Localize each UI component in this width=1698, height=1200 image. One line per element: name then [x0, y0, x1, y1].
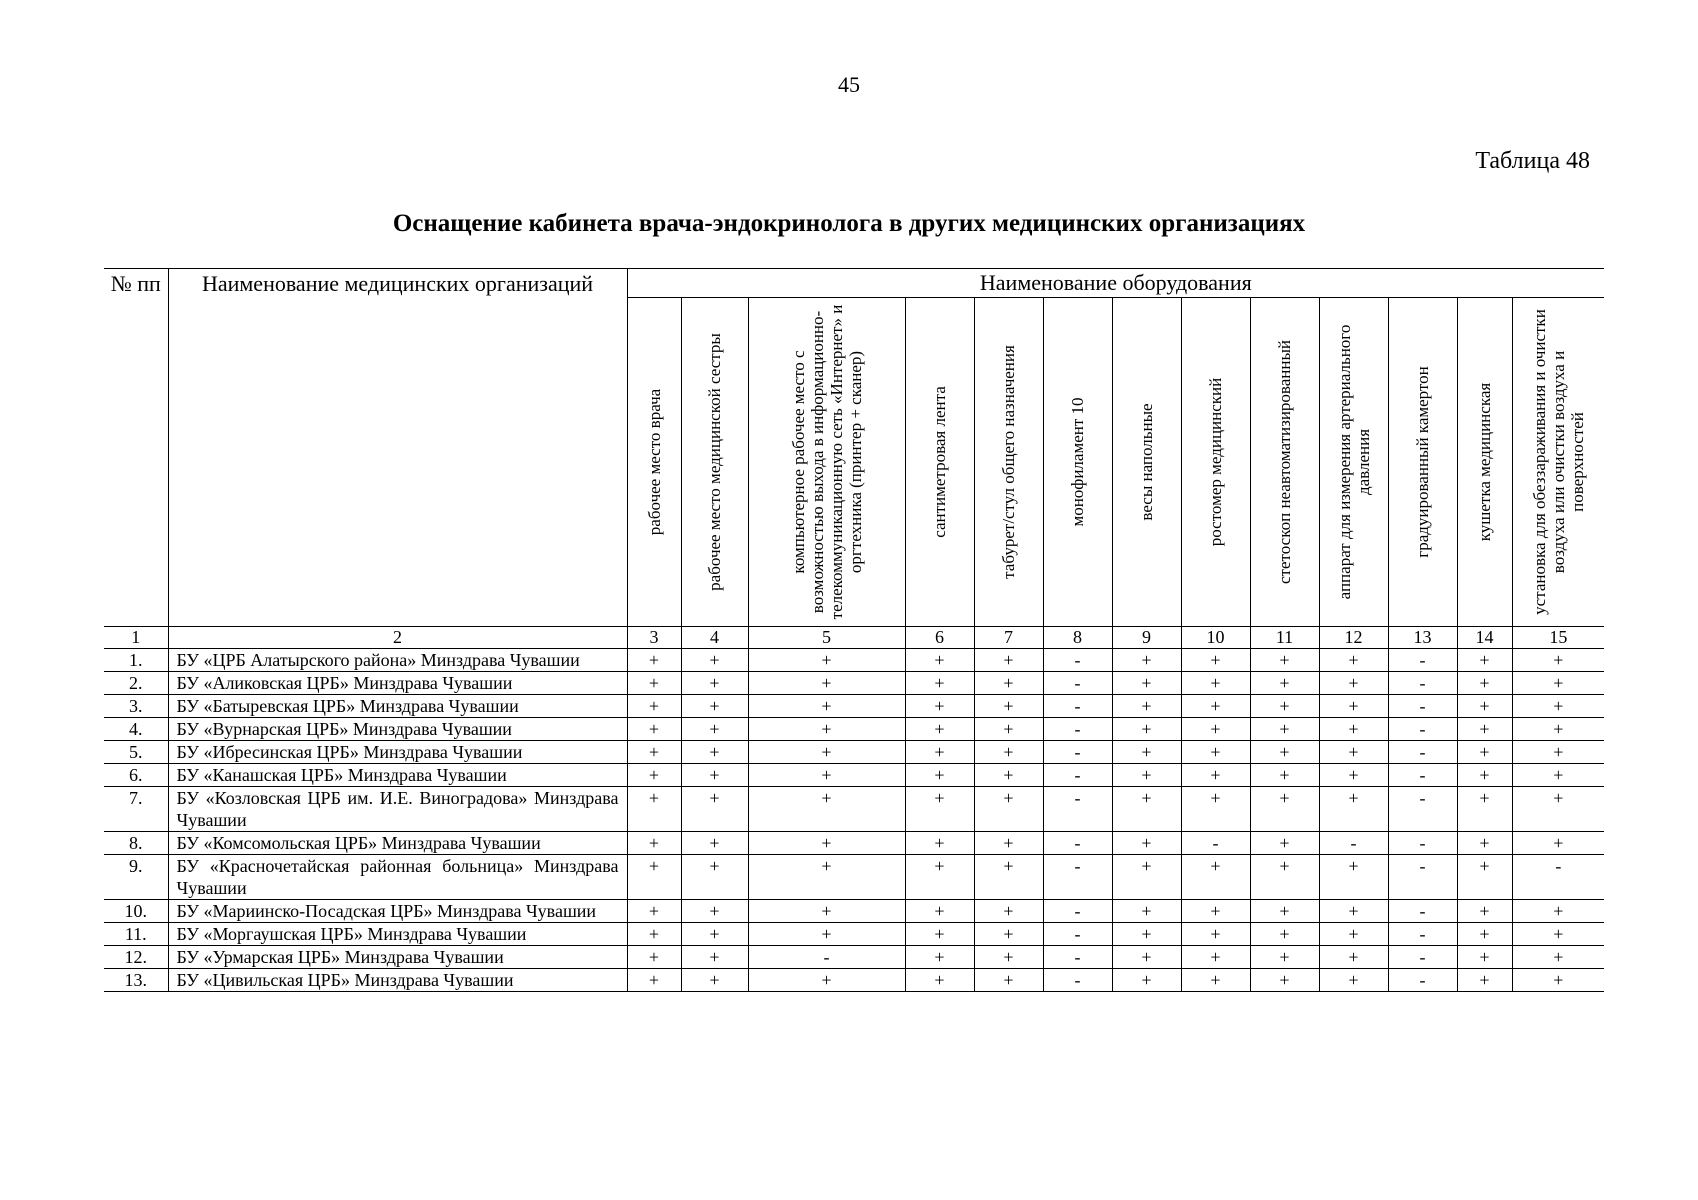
equipment-mark: -	[1388, 649, 1457, 672]
equipment-mark: +	[681, 672, 748, 695]
equipment-mark: +	[748, 855, 905, 900]
equipment-column-label: монофиламент 10	[1068, 397, 1087, 527]
equipment-mark: -	[1043, 832, 1112, 855]
equipment-mark: +	[1112, 946, 1181, 969]
equipment-mark: +	[1457, 855, 1512, 900]
equipment-column-header	[1181, 298, 1250, 627]
table-row	[104, 923, 1604, 946]
equipment-column-header	[905, 298, 974, 627]
equipment-mark: +	[1181, 649, 1250, 672]
table-row	[104, 787, 1604, 832]
equipment-mark: -	[1388, 946, 1457, 969]
equipment-mark: +	[905, 855, 974, 900]
equipment-mark: +	[681, 923, 748, 946]
column-number: 14	[1457, 627, 1512, 649]
equipment-column-label: аппарат для измерения артериального давления	[1334, 324, 1373, 600]
equipment-mark: +	[1457, 946, 1512, 969]
equipment-column-label: табурет/стул общего назначения	[999, 345, 1018, 579]
equipment-mark: +	[748, 649, 905, 672]
equipment-mark: +	[1250, 649, 1319, 672]
equipment-mark: -	[1319, 832, 1388, 855]
row-number: 7.	[104, 787, 168, 832]
equipment-mark: -	[1512, 855, 1604, 900]
equipment-column-header	[627, 298, 681, 627]
equipment-mark: +	[974, 923, 1043, 946]
equipment-mark: +	[1112, 649, 1181, 672]
equipment-column-header	[681, 298, 748, 627]
equipment-mark: +	[1319, 695, 1388, 718]
row-number: 11.	[104, 923, 168, 946]
table-row	[104, 855, 1604, 900]
equipment-mark: +	[1457, 695, 1512, 718]
equipment-mark: +	[905, 649, 974, 672]
organization-name: БУ «Аликовская ЦРБ» Минздрава Чувашии	[168, 672, 627, 695]
equipment-mark: +	[748, 718, 905, 741]
equipment-mark: +	[748, 764, 905, 787]
equipment-table	[104, 268, 1604, 992]
equipment-mark: +	[681, 900, 748, 923]
equipment-mark: +	[1250, 764, 1319, 787]
equipment-mark: +	[1319, 718, 1388, 741]
equipment-mark: +	[1319, 946, 1388, 969]
equipment-mark: +	[748, 969, 905, 992]
equipment-mark: +	[681, 787, 748, 832]
equipment-mark: +	[748, 741, 905, 764]
equipment-mark: +	[1512, 718, 1604, 741]
equipment-mark: +	[627, 718, 681, 741]
equipment-mark: +	[974, 741, 1043, 764]
equipment-mark: +	[627, 741, 681, 764]
equipment-mark: -	[1388, 969, 1457, 992]
equipment-mark: -	[1043, 718, 1112, 741]
equipment-mark: +	[1250, 787, 1319, 832]
equipment-mark: +	[681, 649, 748, 672]
organization-name: БУ «Канашская ЦРБ» Минздрава Чувашии	[168, 764, 627, 787]
column-number: 9	[1112, 627, 1181, 649]
equipment-mark: -	[1388, 695, 1457, 718]
equipment-mark: +	[1512, 832, 1604, 855]
equipment-mark: +	[1512, 787, 1604, 832]
equipment-mark: -	[1388, 855, 1457, 900]
equipment-mark: +	[974, 832, 1043, 855]
header-equipment: Наименование оборудования	[627, 269, 1604, 298]
row-number: 6.	[104, 764, 168, 787]
equipment-mark: +	[1512, 969, 1604, 992]
equipment-column-header	[1512, 298, 1604, 627]
equipment-mark: -	[1043, 764, 1112, 787]
equipment-mark: -	[1388, 832, 1457, 855]
equipment-mark: +	[1112, 969, 1181, 992]
equipment-mark: +	[974, 695, 1043, 718]
equipment-mark: +	[974, 969, 1043, 992]
equipment-mark: +	[627, 855, 681, 900]
equipment-column-header	[1319, 298, 1388, 627]
column-number: 7	[974, 627, 1043, 649]
organization-name: БУ «Красночетайская районная больница» Минздрава Чувашии	[168, 855, 627, 900]
equipment-column-header	[1043, 298, 1112, 627]
equipment-mark: +	[1512, 946, 1604, 969]
equipment-mark: +	[1512, 741, 1604, 764]
equipment-mark: +	[1457, 649, 1512, 672]
equipment-mark: +	[1181, 741, 1250, 764]
equipment-mark: +	[974, 946, 1043, 969]
equipment-mark: +	[1319, 923, 1388, 946]
equipment-mark: +	[974, 764, 1043, 787]
equipment-mark: +	[627, 946, 681, 969]
column-number: 1	[104, 627, 168, 649]
equipment-column-header	[748, 298, 905, 627]
equipment-mark: -	[1043, 923, 1112, 946]
equipment-mark: +	[1112, 855, 1181, 900]
equipment-mark: +	[1457, 969, 1512, 992]
row-number: 12.	[104, 946, 168, 969]
equipment-mark: +	[627, 672, 681, 695]
equipment-mark: -	[1388, 718, 1457, 741]
equipment-mark: +	[1319, 649, 1388, 672]
column-number: 10	[1181, 627, 1250, 649]
equipment-mark: +	[681, 718, 748, 741]
equipment-mark: -	[1043, 741, 1112, 764]
equipment-mark: +	[974, 855, 1043, 900]
equipment-mark: +	[748, 900, 905, 923]
organization-name: БУ «Козловская ЦРБ им. И.Е. Виноградова» Минздрава Чувашии	[168, 787, 627, 832]
equipment-mark: +	[1181, 946, 1250, 969]
equipment-mark: +	[748, 923, 905, 946]
equipment-mark: +	[1250, 695, 1319, 718]
equipment-mark: +	[1181, 855, 1250, 900]
equipment-mark: -	[1388, 787, 1457, 832]
equipment-mark: +	[627, 787, 681, 832]
header-num: № пп	[104, 269, 168, 627]
equipment-mark: +	[1250, 946, 1319, 969]
row-number: 8.	[104, 832, 168, 855]
equipment-mark: +	[1319, 855, 1388, 900]
equipment-mark: +	[1250, 832, 1319, 855]
equipment-mark: +	[681, 764, 748, 787]
equipment-mark: +	[974, 718, 1043, 741]
table-row	[104, 946, 1604, 969]
equipment-mark: +	[974, 900, 1043, 923]
equipment-mark: +	[1457, 923, 1512, 946]
equipment-mark: +	[1181, 923, 1250, 946]
equipment-mark: +	[681, 855, 748, 900]
table-row	[104, 832, 1604, 855]
equipment-mark: +	[1457, 900, 1512, 923]
equipment-mark: +	[681, 832, 748, 855]
equipment-mark: +	[1457, 787, 1512, 832]
equipment-mark: +	[974, 672, 1043, 695]
equipment-mark: +	[748, 695, 905, 718]
equipment-mark: +	[681, 695, 748, 718]
equipment-mark: +	[905, 832, 974, 855]
equipment-mark: -	[1043, 649, 1112, 672]
equipment-mark: +	[1181, 969, 1250, 992]
column-number: 13	[1388, 627, 1457, 649]
equipment-mark: +	[1512, 923, 1604, 946]
equipment-mark: +	[627, 764, 681, 787]
equipment-column-header	[1457, 298, 1512, 627]
equipment-column-label: рабочее место медицинской сестры	[705, 333, 724, 591]
equipment-mark: +	[905, 946, 974, 969]
equipment-mark: +	[1112, 764, 1181, 787]
equipment-column-label: сантиметровая лента	[930, 386, 949, 538]
equipment-mark: -	[1043, 787, 1112, 832]
equipment-mark: +	[1319, 741, 1388, 764]
equipment-column-label: компьютерное рабочее место с возможностью выхода в информационно-телекоммуникационную сеть «Интернет» и оргтехника (принтер + сканер)	[788, 304, 865, 620]
table-row	[104, 718, 1604, 741]
equipment-mark: +	[974, 787, 1043, 832]
row-number: 3.	[104, 695, 168, 718]
equipment-mark: +	[1319, 787, 1388, 832]
equipment-column-header	[1112, 298, 1181, 627]
column-number: 11	[1250, 627, 1319, 649]
equipment-mark: +	[1181, 764, 1250, 787]
organization-name: БУ «Урмарская ЦРБ» Минздрава Чувашии	[168, 946, 627, 969]
equipment-mark: +	[1112, 787, 1181, 832]
equipment-mark: +	[1457, 764, 1512, 787]
document-title: Оснащение кабинета врача-эндокринолога в других медицинских организациях	[392, 210, 1306, 237]
table-row	[104, 672, 1604, 695]
equipment-column-header	[1388, 298, 1457, 627]
equipment-mark: -	[1181, 832, 1250, 855]
equipment-mark: +	[748, 672, 905, 695]
equipment-mark: +	[681, 969, 748, 992]
equipment-mark: +	[1250, 900, 1319, 923]
equipment-mark: +	[748, 832, 905, 855]
row-number: 2.	[104, 672, 168, 695]
equipment-mark: +	[1250, 855, 1319, 900]
column-number: 12	[1319, 627, 1388, 649]
equipment-column-header	[1250, 298, 1319, 627]
column-number: 4	[681, 627, 748, 649]
equipment-mark: +	[1512, 900, 1604, 923]
row-number: 13.	[104, 969, 168, 992]
equipment-mark: +	[1319, 764, 1388, 787]
equipment-mark: +	[627, 969, 681, 992]
column-number: 6	[905, 627, 974, 649]
equipment-column-header	[974, 298, 1043, 627]
equipment-mark: +	[905, 764, 974, 787]
organization-name: БУ «Батыревская ЦРБ» Минздрава Чувашии	[168, 695, 627, 718]
equipment-mark: -	[1043, 695, 1112, 718]
equipment-mark: +	[1457, 718, 1512, 741]
equipment-mark: -	[1388, 741, 1457, 764]
equipment-mark: +	[905, 787, 974, 832]
organization-name: БУ «Вурнарская ЦРБ» Минздрава Чувашии	[168, 718, 627, 741]
table-row	[104, 695, 1604, 718]
equipment-mark: +	[1250, 969, 1319, 992]
equipment-mark: +	[627, 649, 681, 672]
equipment-mark: +	[627, 923, 681, 946]
equipment-mark: +	[1512, 649, 1604, 672]
table-row	[104, 969, 1604, 992]
equipment-mark: +	[681, 741, 748, 764]
equipment-column-label: весы напольные	[1137, 403, 1156, 521]
organization-name: БУ «Комсомольская ЦРБ» Минздрава Чувашии	[168, 832, 627, 855]
table-row	[104, 764, 1604, 787]
column-number: 15	[1512, 627, 1604, 649]
equipment-mark: -	[1043, 900, 1112, 923]
equipment-mark: -	[1388, 764, 1457, 787]
equipment-mark: +	[1112, 672, 1181, 695]
equipment-mark: -	[1388, 672, 1457, 695]
equipment-mark: -	[1043, 672, 1112, 695]
equipment-mark: +	[1112, 923, 1181, 946]
column-number: 2	[168, 627, 627, 649]
row-number: 9.	[104, 855, 168, 900]
equipment-mark: +	[905, 969, 974, 992]
equipment-mark: +	[627, 832, 681, 855]
table-row	[104, 741, 1604, 764]
column-number: 8	[1043, 627, 1112, 649]
table-row	[104, 900, 1604, 923]
equipment-mark: +	[1112, 832, 1181, 855]
equipment-mark: +	[1112, 695, 1181, 718]
organization-name: БУ «Мариинско-Посадская ЦРБ» Минздрава Чувашии	[168, 900, 627, 923]
row-number: 4.	[104, 718, 168, 741]
equipment-mark: +	[1112, 741, 1181, 764]
equipment-mark: +	[1181, 787, 1250, 832]
row-number: 5.	[104, 741, 168, 764]
equipment-mark: +	[905, 741, 974, 764]
equipment-mark: +	[1319, 900, 1388, 923]
equipment-mark: +	[1181, 718, 1250, 741]
column-number: 3	[627, 627, 681, 649]
equipment-mark: +	[905, 900, 974, 923]
equipment-mark: +	[974, 649, 1043, 672]
equipment-column-label: стетоскоп неавтоматизированный	[1275, 340, 1294, 584]
equipment-mark: +	[905, 718, 974, 741]
equipment-mark: -	[1388, 900, 1457, 923]
equipment-mark: +	[905, 672, 974, 695]
equipment-column-label: ростомер медицинский	[1206, 377, 1225, 547]
equipment-mark: +	[1319, 969, 1388, 992]
equipment-mark: +	[1250, 741, 1319, 764]
equipment-mark: +	[1250, 672, 1319, 695]
equipment-column-label: установка для обеззараживания и очистки воздуха или очистки воздуха и поверхностей	[1530, 309, 1587, 615]
equipment-mark: -	[748, 946, 905, 969]
equipment-mark: +	[748, 787, 905, 832]
equipment-mark: +	[1181, 672, 1250, 695]
equipment-mark: +	[1181, 695, 1250, 718]
equipment-mark: +	[627, 900, 681, 923]
equipment-mark: +	[1512, 672, 1604, 695]
equipment-mark: +	[1181, 900, 1250, 923]
equipment-column-label: кушетка медицинская	[1475, 382, 1494, 542]
equipment-mark: +	[1250, 718, 1319, 741]
equipment-mark: +	[1112, 900, 1181, 923]
equipment-mark: +	[905, 923, 974, 946]
equipment-mark: +	[1112, 718, 1181, 741]
equipment-column-label: градуированный камертон	[1413, 366, 1432, 558]
equipment-mark: +	[1512, 695, 1604, 718]
page-number: 45	[838, 72, 860, 97]
equipment-mark: +	[1250, 923, 1319, 946]
equipment-mark: +	[1319, 672, 1388, 695]
equipment-mark: +	[681, 946, 748, 969]
equipment-mark: +	[905, 695, 974, 718]
organization-name: БУ «Ибресинская ЦРБ» Минздрава Чувашии	[168, 741, 627, 764]
organization-name: БУ «ЦРБ Алатырского района» Минздрава Чувашии	[168, 649, 627, 672]
header-org: Наименование медицинских организаций	[168, 269, 627, 627]
equipment-mark: +	[1512, 764, 1604, 787]
equipment-mark: -	[1043, 855, 1112, 900]
equipment-mark: -	[1388, 923, 1457, 946]
table-label: Таблица 48	[1475, 148, 1590, 174]
equipment-mark: -	[1043, 969, 1112, 992]
equipment-mark: +	[1457, 741, 1512, 764]
organization-name: БУ «Цивильская ЦРБ» Минздрава Чувашии	[168, 969, 627, 992]
equipment-mark: +	[627, 695, 681, 718]
row-number: 10.	[104, 900, 168, 923]
organization-name: БУ «Моргаушская ЦРБ» Минздрава Чувашии	[168, 923, 627, 946]
column-number: 5	[748, 627, 905, 649]
table-row	[104, 649, 1604, 672]
equipment-mark: +	[1457, 672, 1512, 695]
row-number: 1.	[104, 649, 168, 672]
equipment-mark: +	[1457, 832, 1512, 855]
equipment-mark: -	[1043, 946, 1112, 969]
equipment-column-label: рабочее место врача	[644, 388, 664, 536]
